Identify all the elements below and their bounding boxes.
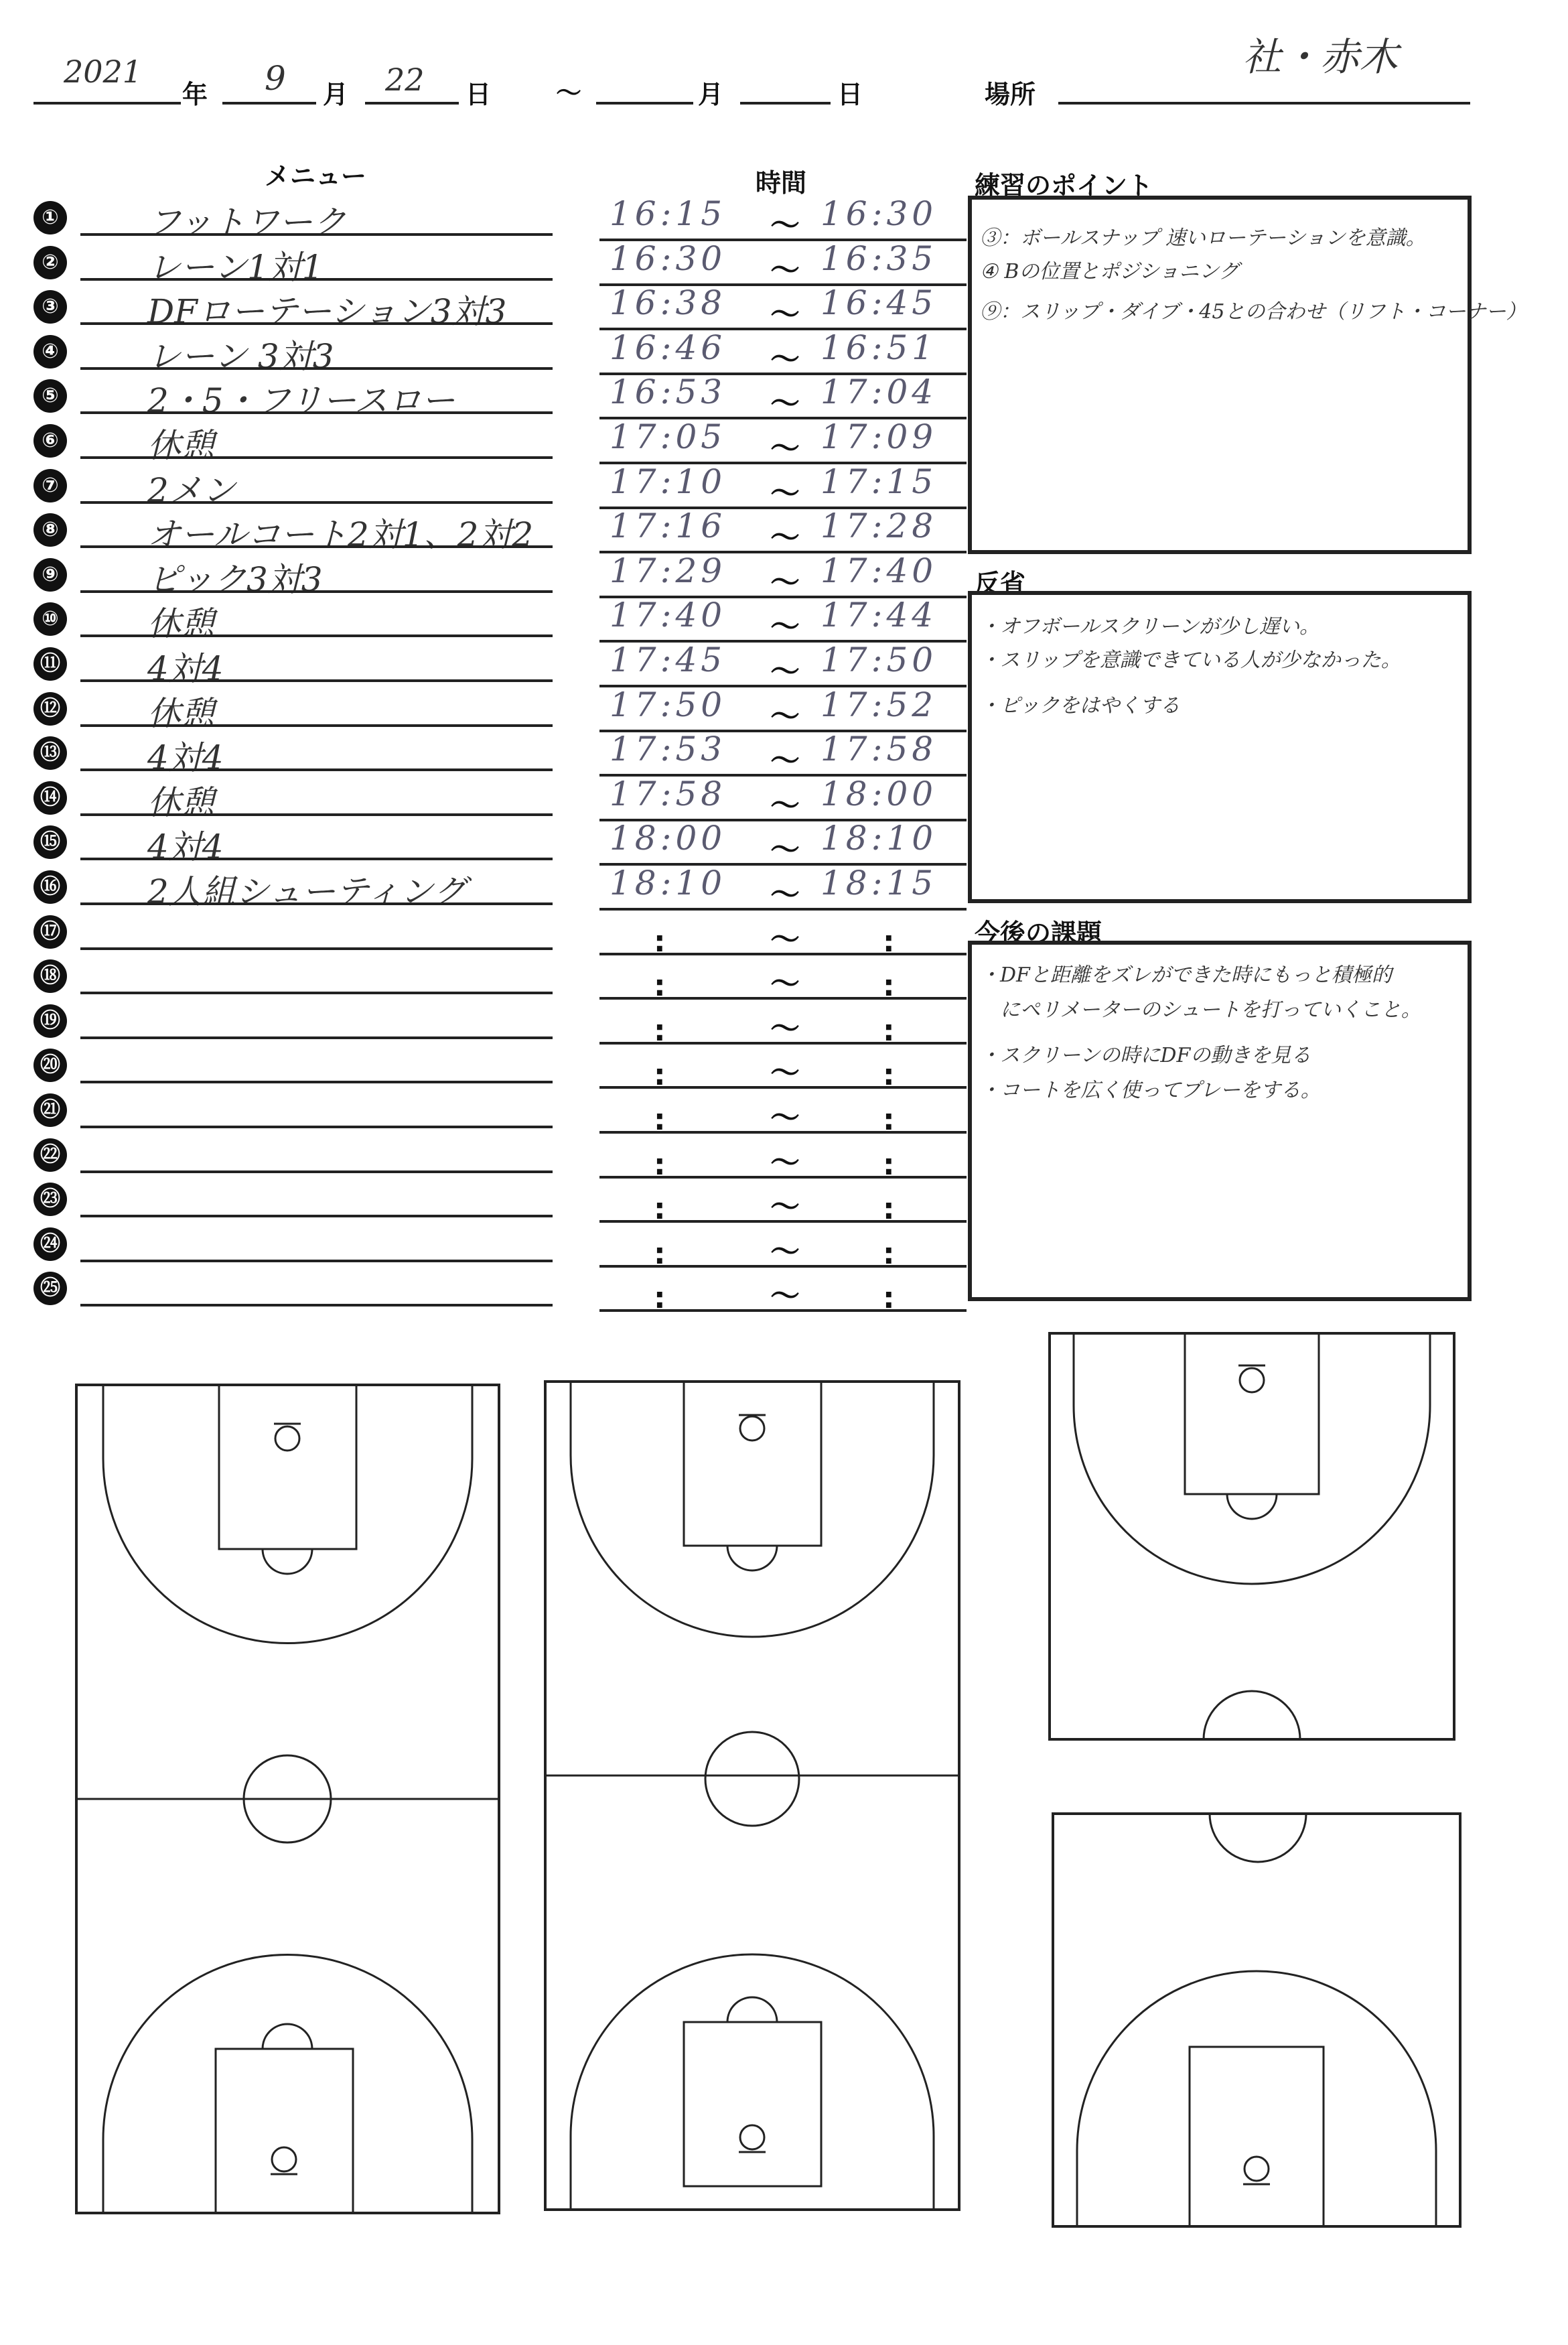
menu-line xyxy=(80,1215,553,1217)
author-name: 社・赤木 xyxy=(1242,34,1399,80)
menu-entry[interactable]: オールコート2対1、2対2 xyxy=(147,515,534,554)
half-court-diagram-2 xyxy=(1052,1812,1462,2228)
end-colon: : xyxy=(883,1237,895,1271)
menu-line xyxy=(80,322,553,325)
row-number: ⑥ xyxy=(33,424,67,458)
time-separator: 〜 xyxy=(770,208,800,243)
menu-line xyxy=(80,902,553,905)
menu-entry[interactable]: フットワーク xyxy=(147,203,346,242)
time-separator: 〜 xyxy=(770,521,800,555)
end-colon: : xyxy=(883,1103,895,1137)
time-separator: 〜 xyxy=(770,565,800,600)
end-time[interactable]: 18:00 xyxy=(821,775,938,813)
end-time[interactable]: 16:45 xyxy=(821,283,938,322)
month-label: 月 xyxy=(323,80,349,109)
menu-entry[interactable]: レーン1対1 xyxy=(147,248,324,287)
tasks-line-1: ・DFと距離をズレができた時にもっと積極的 xyxy=(980,963,1392,987)
points-line-3: ⑨：スリップ・ダイブ・45との合わせ（リフト・コーナー） xyxy=(980,300,1526,324)
schedule-row xyxy=(0,194,965,245)
schedule-row xyxy=(0,1049,965,1093)
time-separator: 〜 xyxy=(770,655,800,689)
end-time[interactable]: 17:28 xyxy=(821,507,938,545)
start-time[interactable]: 16:15 xyxy=(610,194,727,233)
schedule-row xyxy=(0,959,965,1004)
start-colon: : xyxy=(654,1014,666,1048)
end-colon: : xyxy=(883,1058,895,1092)
menu-entry[interactable]: 休憩 xyxy=(147,426,214,465)
day-label: 日 xyxy=(466,80,492,109)
end-time[interactable]: 18:10 xyxy=(821,819,938,858)
reflection-box xyxy=(968,591,1472,903)
schedule-row xyxy=(0,239,965,290)
start-colon: : xyxy=(654,1281,666,1315)
schedule-row xyxy=(0,1227,965,1272)
menu-line xyxy=(80,679,553,682)
reflection-title: 反省 xyxy=(975,569,1026,598)
end-month-label: 月 xyxy=(698,80,724,109)
start-time[interactable]: 17:10 xyxy=(610,462,727,501)
schedule-row xyxy=(0,1004,965,1049)
menu-entry[interactable]: 休憩 xyxy=(147,604,214,643)
row-number: ⑱ xyxy=(33,959,67,993)
schedule-row xyxy=(0,1138,965,1183)
schedule-row xyxy=(0,283,965,334)
row-number: ⑧ xyxy=(33,513,67,547)
end-time[interactable]: 17:04 xyxy=(821,373,938,411)
row-number: ⑬ xyxy=(33,736,67,770)
start-time[interactable]: 17:40 xyxy=(610,596,727,634)
start-colon: : xyxy=(654,925,666,959)
schedule-row xyxy=(0,1183,965,1227)
row-number: ⑳ xyxy=(33,1049,67,1082)
end-colon: : xyxy=(883,1192,895,1226)
schedule-row xyxy=(0,1093,965,1138)
time-line xyxy=(599,997,967,1000)
menu-line xyxy=(80,233,553,236)
time-line xyxy=(599,1042,967,1045)
place-label: 場所 xyxy=(985,80,1036,109)
time-line xyxy=(599,953,967,955)
menu-column-header: メニュー xyxy=(265,161,367,191)
start-time[interactable]: 17:16 xyxy=(610,507,727,545)
menu-line xyxy=(80,768,553,771)
end-time[interactable]: 17:58 xyxy=(821,730,938,768)
day-value: 22 xyxy=(385,62,425,98)
menu-line xyxy=(80,501,553,504)
row-number: ⑩ xyxy=(33,602,67,636)
end-time[interactable]: 17:52 xyxy=(821,685,938,724)
row-number: ⑲ xyxy=(33,1004,67,1038)
start-colon: : xyxy=(654,1148,666,1182)
time-separator: 〜 xyxy=(770,342,800,377)
row-number: ⑪ xyxy=(33,647,67,681)
menu-line xyxy=(80,1081,553,1083)
row-number: ⑨ xyxy=(33,558,67,592)
time-separator: 〜 xyxy=(770,1012,800,1046)
tasks-title: 今後の課題 xyxy=(975,919,1102,948)
menu-line xyxy=(80,813,553,816)
menu-line xyxy=(80,278,553,281)
menu-line xyxy=(80,590,553,593)
start-colon: : xyxy=(654,1058,666,1092)
full-court-diagram-1 xyxy=(75,1384,500,2214)
menu-entry[interactable]: 2・5・フリースロー xyxy=(147,381,455,420)
schedule-row xyxy=(0,730,965,781)
end-time[interactable]: 16:30 xyxy=(821,194,938,233)
menu-entry[interactable]: レーン 3対3 xyxy=(147,337,334,376)
time-separator: 〜 xyxy=(770,833,800,867)
schedule-row xyxy=(0,373,965,423)
menu-line xyxy=(80,1260,553,1262)
row-number: ⑭ xyxy=(33,781,67,815)
time-line xyxy=(599,1309,967,1312)
schedule-row xyxy=(0,551,965,602)
time-line xyxy=(599,1220,967,1223)
schedule-row xyxy=(0,775,965,825)
schedule-row xyxy=(0,462,965,513)
time-separator: 〜 xyxy=(770,387,800,421)
row-number: ㉑ xyxy=(33,1093,67,1127)
start-time[interactable]: 17:53 xyxy=(610,730,727,768)
schedule-row xyxy=(0,685,965,736)
menu-line xyxy=(80,724,553,727)
schedule-row xyxy=(0,507,965,557)
reflection-line-1: ・オフボールスクリーンが少し遅い。 xyxy=(980,615,1320,639)
end-time[interactable]: 17:40 xyxy=(821,551,938,590)
end-time[interactable]: 17:15 xyxy=(821,462,938,501)
menu-line xyxy=(80,858,553,860)
points-box xyxy=(968,196,1526,554)
start-colon: : xyxy=(654,969,666,1003)
start-time[interactable]: 16:46 xyxy=(610,328,727,367)
time-separator: 〜 xyxy=(770,1056,800,1090)
row-number: ④ xyxy=(33,335,67,368)
time-column-header: 時間 xyxy=(756,168,807,198)
start-time[interactable]: 18:00 xyxy=(610,819,727,858)
row-number: ㉒ xyxy=(33,1138,67,1172)
time-separator: 〜 xyxy=(770,744,800,778)
end-colon: : xyxy=(883,1014,895,1048)
time-separator: 〜 xyxy=(770,610,800,644)
start-time[interactable]: 17:05 xyxy=(610,417,727,456)
end-colon: : xyxy=(883,969,895,1003)
year-value: 2021 xyxy=(64,54,143,90)
row-number: ㉕ xyxy=(33,1272,67,1305)
menu-line xyxy=(80,411,553,414)
end-colon: : xyxy=(883,1148,895,1182)
menu-entry[interactable]: 2人組シューティング xyxy=(147,872,466,911)
row-number: ㉓ xyxy=(33,1183,67,1216)
menu-entry[interactable]: DFローテーション3対3 xyxy=(147,292,507,331)
time-separator: 〜 xyxy=(770,1235,800,1269)
points-line-2: ④ Bの位置とポジショニング xyxy=(980,260,1239,283)
reflection-line-2: ・スリップを意識できている人が少なかった。 xyxy=(980,649,1401,672)
end-time[interactable]: 17:09 xyxy=(821,417,938,456)
time-separator: 〜 xyxy=(770,253,800,287)
end-time[interactable]: 17:44 xyxy=(821,596,938,634)
reflection-line-3: ・ピックをはやくする xyxy=(980,694,1180,718)
menu-line xyxy=(80,992,553,994)
schedule-row xyxy=(0,864,965,915)
menu-entry[interactable]: 休憩 xyxy=(147,694,214,733)
end-time[interactable]: 16:51 xyxy=(821,328,938,367)
row-number: ⑫ xyxy=(33,692,67,726)
time-line xyxy=(599,1131,967,1134)
start-colon: : xyxy=(654,1192,666,1226)
row-number: ② xyxy=(33,246,67,279)
start-colon: : xyxy=(654,1237,666,1271)
tasks-line-3: ・スクリーンの時にDFの動きを見る xyxy=(980,1044,1311,1067)
row-number: ⑯ xyxy=(33,870,67,904)
end-time[interactable]: 16:35 xyxy=(821,239,938,278)
time-separator: 〜 xyxy=(770,967,800,1001)
time-line xyxy=(599,1176,967,1179)
menu-entry[interactable]: 2メン xyxy=(147,471,236,510)
time-separator: 〜 xyxy=(770,431,800,466)
menu-line xyxy=(80,947,553,950)
row-number: ⑤ xyxy=(33,379,67,413)
menu-line xyxy=(80,1126,553,1128)
time-separator: 〜 xyxy=(770,1146,800,1180)
time-separator: 〜 xyxy=(770,878,800,912)
schedule-row xyxy=(0,915,965,959)
time-separator: 〜 xyxy=(770,789,800,823)
full-court-diagram-2 xyxy=(544,1380,960,2211)
time-line xyxy=(599,908,967,911)
menu-entry[interactable]: ピック3対3 xyxy=(147,560,323,599)
menu-line xyxy=(80,634,553,637)
end-colon: : xyxy=(883,925,895,959)
row-number: ⑮ xyxy=(33,825,67,859)
time-separator: 〜 xyxy=(770,1190,800,1224)
time-separator: 〜 xyxy=(770,297,800,332)
time-separator: 〜 xyxy=(770,923,800,957)
end-time[interactable]: 17:50 xyxy=(821,641,938,679)
points-line-1: ③：ボールスナップ 速いローテーションを意識。 xyxy=(980,226,1426,250)
end-day-label: 日 xyxy=(837,80,863,109)
menu-entry[interactable]: 4対4 xyxy=(147,649,224,688)
menu-line xyxy=(80,1170,553,1173)
points-title: 練習のポイント xyxy=(975,171,1153,200)
time-separator: 〜 xyxy=(770,476,800,511)
row-number: ⑦ xyxy=(33,469,67,503)
start-time[interactable]: 17:50 xyxy=(610,685,727,724)
time-line xyxy=(599,1086,967,1089)
end-time[interactable]: 18:15 xyxy=(821,864,938,902)
schedule-row xyxy=(0,328,965,379)
menu-entry[interactable]: 休憩 xyxy=(147,783,214,822)
menu-entry[interactable]: 4対4 xyxy=(147,738,224,777)
year-label: 年 xyxy=(182,80,208,109)
start-time[interactable]: 18:10 xyxy=(610,864,727,902)
menu-line xyxy=(80,367,553,370)
row-number: ⑰ xyxy=(33,915,67,949)
end-colon: : xyxy=(883,1281,895,1315)
start-time[interactable]: 17:45 xyxy=(610,641,727,679)
month-value: 9 xyxy=(265,59,286,98)
row-number: ① xyxy=(33,201,67,234)
menu-line xyxy=(80,1036,553,1039)
start-time[interactable]: 16:30 xyxy=(610,239,727,278)
half-court-diagram-1 xyxy=(1048,1332,1455,1741)
tasks-line-4: ・コートを広く使ってプレーをする。 xyxy=(980,1079,1321,1102)
start-colon: : xyxy=(654,1103,666,1137)
menu-line xyxy=(80,545,553,548)
menu-line xyxy=(80,1304,553,1306)
tilde: 〜 xyxy=(556,78,582,108)
menu-entry[interactable]: 4対4 xyxy=(147,827,224,866)
start-time[interactable]: 16:38 xyxy=(610,283,727,322)
start-time[interactable]: 17:58 xyxy=(610,775,727,813)
time-separator: 〜 xyxy=(770,1101,800,1135)
time-line xyxy=(599,1265,967,1268)
tasks-line-2: にペリメーターのシュートを打っていくこと。 xyxy=(980,998,1421,1022)
row-number: ③ xyxy=(33,290,67,324)
schedule-row xyxy=(0,1272,965,1316)
row-number: ㉔ xyxy=(33,1227,67,1261)
schedule-row xyxy=(0,596,965,647)
schedule-row xyxy=(0,417,965,468)
start-time[interactable]: 17:29 xyxy=(610,551,727,590)
start-time[interactable]: 16:53 xyxy=(610,373,727,411)
menu-line xyxy=(80,456,553,459)
tasks-box xyxy=(968,941,1472,1301)
time-separator: 〜 xyxy=(770,1279,800,1313)
time-separator: 〜 xyxy=(770,699,800,734)
schedule-row xyxy=(0,641,965,691)
schedule-row xyxy=(0,819,965,870)
